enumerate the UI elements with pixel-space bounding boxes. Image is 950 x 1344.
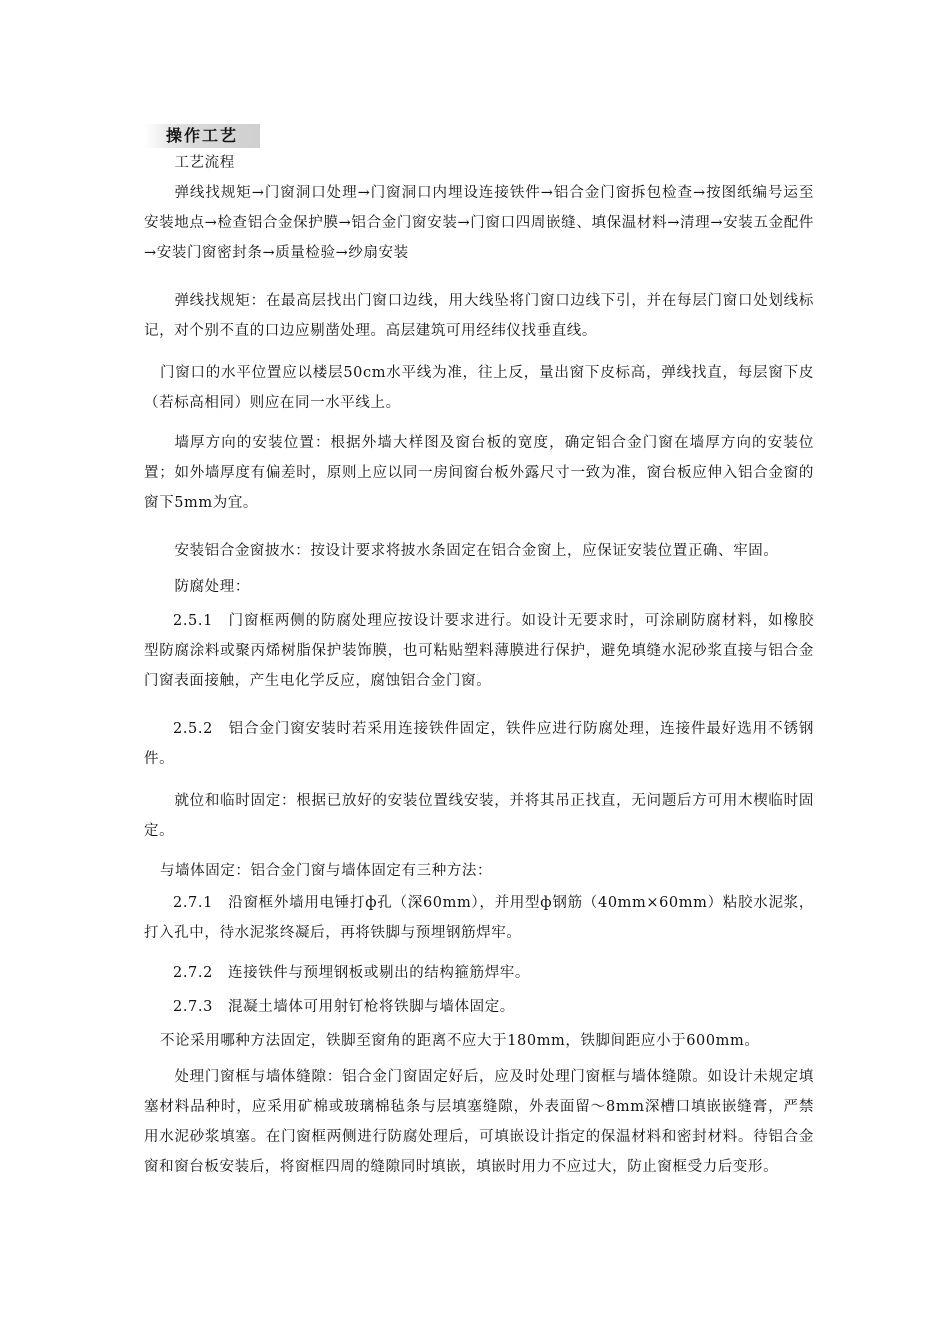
- paragraph-process-title: 工艺流程: [174, 155, 235, 171]
- paragraph-temporary-fixing: 就位和临时固定：根据已放好的安装位置线安装，并将其吊正找直，无问题后方可用木楔临时固定。: [144, 793, 814, 839]
- paragraph-2-7-2: 2.7.2 连接铁件与预埋钢板或剔出的结构箍筋焊牢。: [173, 965, 530, 981]
- paragraph-wall-thickness: 墙厚方向的安装位置：根据外墙大样图及窗台板的宽度，确定铝合金门窗在墙厚方向的安装位置；如外墙厚度有偏差时，原则上应以同一房间窗台板外露尺寸一致为准，窗台板应伸入铝合金窗的窗下5mm为宜。: [144, 435, 814, 511]
- paragraph-drip-strip: 安装铝合金窗披水：按设计要求将披水条固定在铝合金窗上，应保证安装位置正确、牢固。: [174, 543, 779, 559]
- paragraph-fixing-distance: 不论采用哪种方法固定，铁脚至窗角的距离不应大于180mm，铁脚间距应小于600mm。: [159, 1033, 760, 1049]
- paragraph-line-marking: 弹线找规矩：在最高层找出门窗口边线，用大线坠将门窗口边线下引，并在每层门窗口处划线标记，对个别不直的口边应剔凿处理。高层建筑可用经纬仪找垂直线。: [144, 293, 814, 339]
- paragraph-process-flow: 弹线找规矩→门窗洞口处理→门窗洞口内埋设连接铁件→铝合金门窗拆包检查→按图纸编号运至安装地点→检查铝合金保护膜→铝合金门窗安装→门窗口四周嵌缝、填保温材料→清理→安装五金配件→安装门窗密封条→质量检验→纱扇安装: [144, 185, 814, 261]
- section-heading: 操作工艺: [166, 126, 239, 145]
- paragraph-wall-fixing-title: 与墙体固定：铝合金门窗与墙体固定有三种方法：: [159, 863, 493, 879]
- paragraph-anticorrosion-title: 防腐处理：: [174, 579, 250, 595]
- paragraph-2-7-1: 2.7.1 沿窗框外墙用电锤打ф孔（深60mm），并用型ф钢筋（40mm×60mm）粘胶水泥浆，打入孔中，待水泥浆终凝后，再将铁脚与预埋钢筋焊牢。: [144, 895, 814, 941]
- section-heading-box: [144, 124, 260, 148]
- paragraph-horizontal-position: 门窗口的水平位置应以楼层50cm水平线为准，往上反，量出窗下皮标高，弹线找直，每层窗下皮（若标高相同）则应在同一水平线上。: [144, 365, 814, 411]
- paragraph-gap-treatment: 处理门窗框与墙体缝隙：铝合金门窗固定好后，应及时处理门窗框与墙体缝隙。如设计未规定填塞材料品种时，应采用矿棉或玻璃棉毡条与层填塞缝隙，外表面留～8mm深槽口填嵌嵌缝膏，严禁用水泥砂浆填塞。在门窗框两侧进行防腐处理后，可填嵌设计指定的保温材料和密封材料。待铝合金窗和窗台板安装后，将窗框四周的缝隙同时填嵌，填嵌时用力不应过大，防止窗框受力后变形。: [144, 1069, 814, 1175]
- paragraph-2-7-3: 2.7.3 混凝土墙体可用射钉枪将铁脚与墙体固定。: [173, 999, 515, 1015]
- paragraph-2-5-1: 2.5.1 门窗框两侧的防腐处理应按设计要求进行。如设计无要求时，可涂刷防腐材料，如橡胶型防腐涂料或聚丙烯树脂保护装饰膜，也可粘贴塑料薄膜进行保护，避免填缝水泥砂浆直接与铝合金门窗表面接触，产生电化学反应，腐蚀铝合金门窗。: [144, 613, 814, 689]
- paragraph-2-5-2: 2.5.2 铝合金门窗安装时若采用连接铁件固定，铁件应进行防腐处理，连接件最好选用不锈钢件。: [144, 721, 814, 767]
